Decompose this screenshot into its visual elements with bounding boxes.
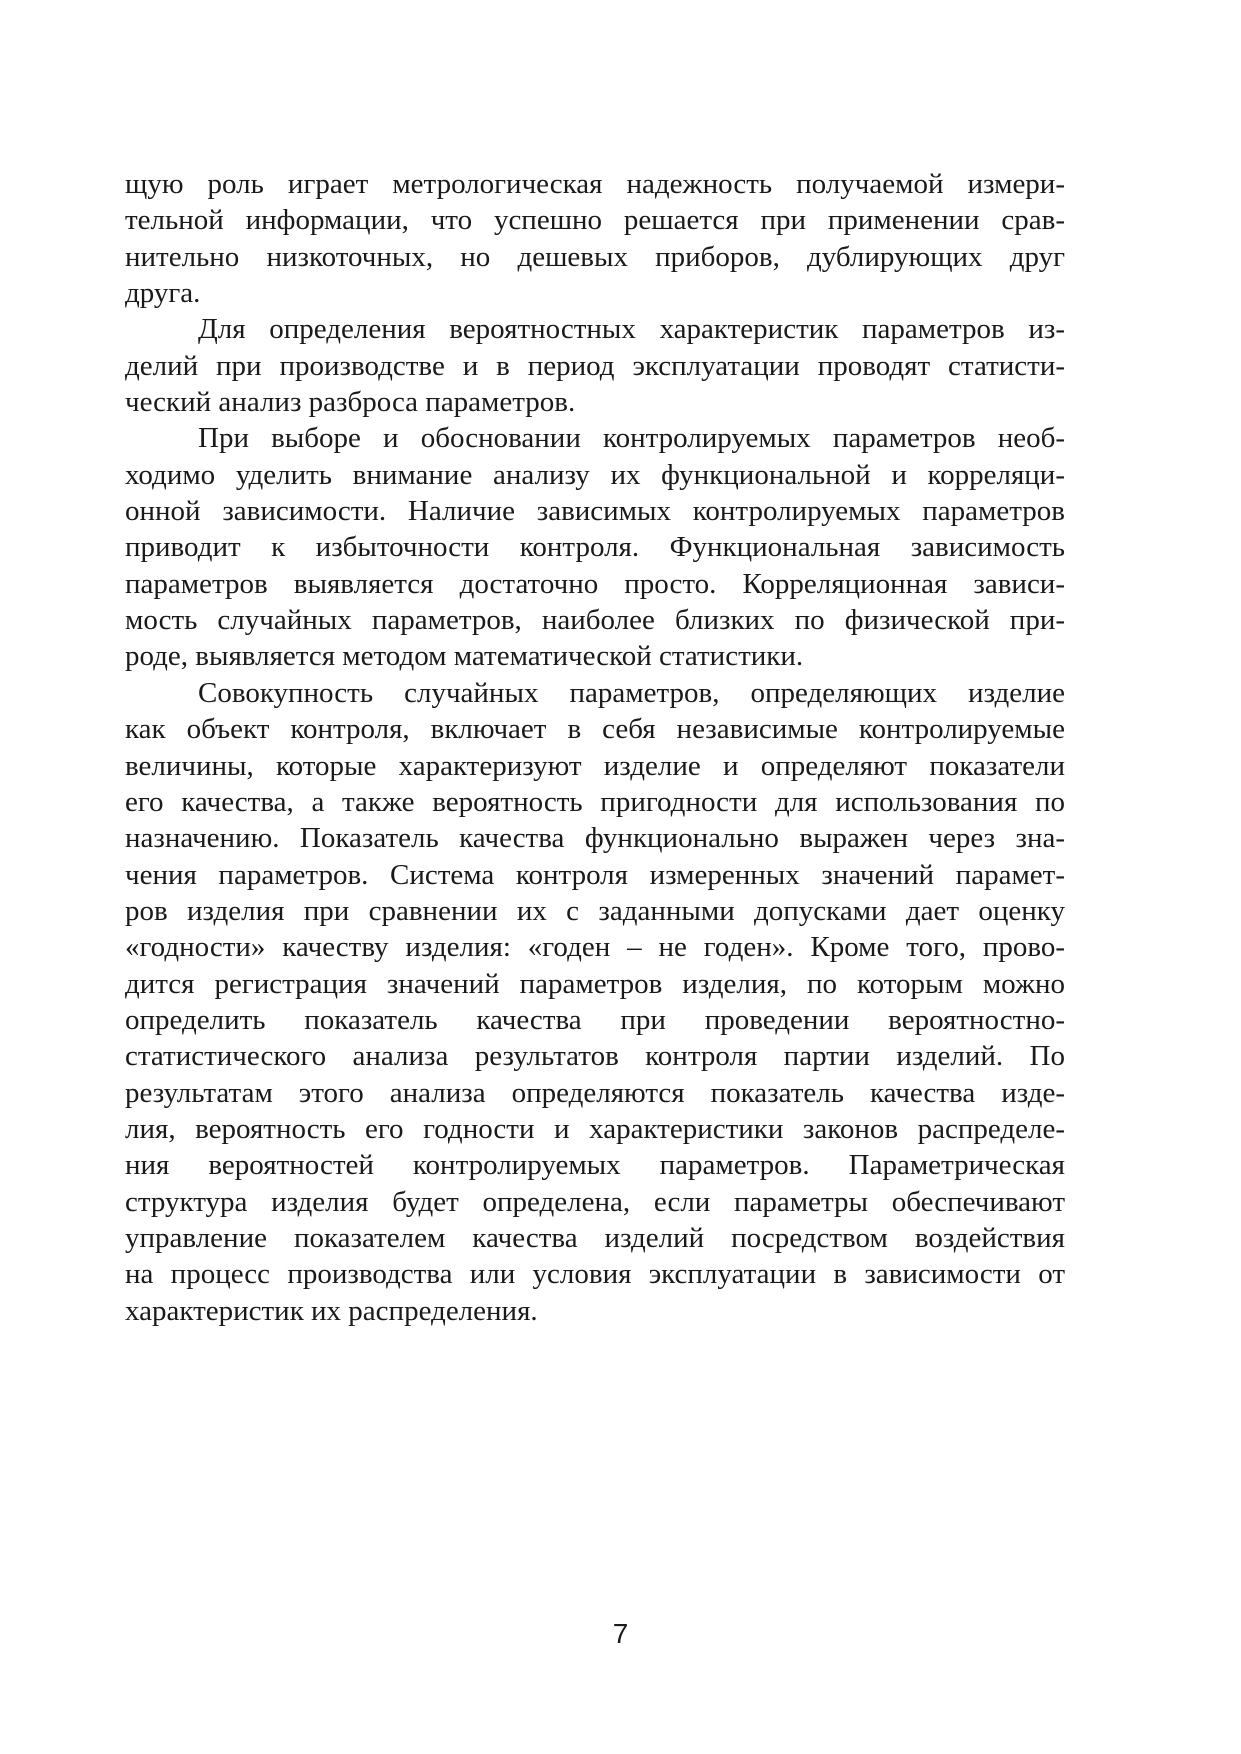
text-line: ческий анализ разброса параметров. <box>125 386 576 419</box>
paragraph <box>125 311 1065 420</box>
text-line: ходимо уделить внимание анализу их функциональной и корреляци- <box>125 458 1065 491</box>
body-text <box>125 166 1065 1329</box>
text-line: определить показатель качества при проведении вероятностно- <box>125 1003 1065 1036</box>
text-line: результатам этого анализа определяются показатель качества изде- <box>125 1076 1065 1109</box>
text-line: как объект контроля, включает в себя независимые контролируемые <box>125 713 1065 746</box>
text-line: Для определения вероятностных характеристик параметров из- <box>198 313 1065 346</box>
text-line: параметров выявляется достаточно просто. Корреляционная зависи- <box>125 567 1065 600</box>
text-line: приводит к избыточности контроля. Функциональная зависимость <box>125 531 1065 564</box>
text-line: тельной информации, что успешно решается при применении срав- <box>125 204 1065 237</box>
text-line: онной зависимости. Наличие зависимых контролируемых параметров <box>125 495 1065 528</box>
text-line: ния вероятностей контролируемых параметров. Параметрическая <box>125 1149 1065 1182</box>
text-line: «годности» качеству изделия: «годен – не годен». Кроме того, прово- <box>125 931 1065 964</box>
text-line: лия, вероятность его годности и характеристики законов распределе- <box>125 1112 1065 1145</box>
text-line: При выборе и обосновании контролируемых параметров необ- <box>198 422 1065 455</box>
page-number: 7 <box>612 1618 629 1649</box>
text-line: его качества, а также вероятность пригодности для использования по <box>125 785 1065 818</box>
paragraph <box>125 675 1065 1329</box>
text-line: делий при производстве и в период эксплуатации проводят статисти- <box>125 349 1065 382</box>
text-line: щую роль играет метрологическая надежность получаемой измери- <box>125 168 1065 200</box>
text-line: роде, выявляется методом математической статистики. <box>125 640 804 673</box>
paragraph <box>125 166 1065 311</box>
text-line: мость случайных параметров, наиболее близких по физической при- <box>125 604 1065 637</box>
text-line: ров изделия при сравнении их с заданными допусками дает оценку <box>125 894 1065 927</box>
text-line: на процесс производства или условия эксплуатации в зависимости от <box>125 1258 1065 1291</box>
text-line: величины, которые характеризуют изделие и определяют показатели <box>125 749 1065 782</box>
text-line: нительно низкоточных, но дешевых приборов, дублирующих друг <box>125 240 1065 273</box>
text-line: Совокупность случайных параметров, определяющих изделие <box>198 676 1065 709</box>
text-line: друга. <box>125 277 201 310</box>
text-line: дится регистрация значений параметров изделия, по которым можно <box>125 967 1065 1000</box>
text-line: характеристик их распределения. <box>125 1294 538 1327</box>
text-line: статистического анализа результатов контроля партии изделий. По <box>125 1040 1065 1073</box>
text-line: структура изделия будет определена, если параметры обеспечивают <box>125 1185 1065 1218</box>
text-line: чения параметров. Система контроля измеренных значений парамет- <box>125 858 1065 891</box>
paragraph <box>125 420 1065 674</box>
text-line: назначению. Показатель качества функционально выражен через зна- <box>125 822 1065 855</box>
text-line: управление показателем качества изделий посредством воздействия <box>125 1221 1065 1254</box>
